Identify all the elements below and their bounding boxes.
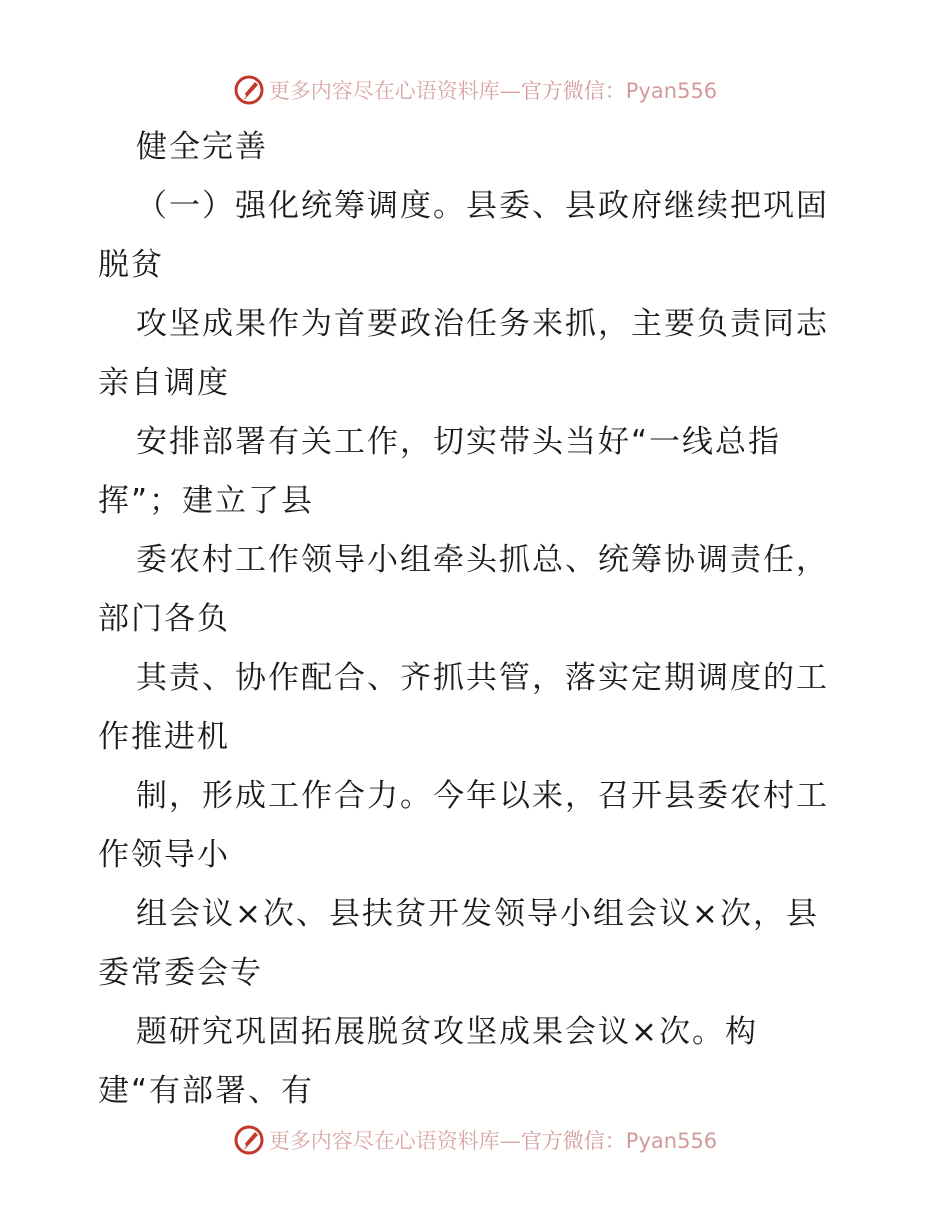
footer-site-text: 更多内容尽在心语资料库— [268, 1129, 521, 1153]
pen-logo-icon [233, 1124, 265, 1156]
text-line: 建“有部署、有 [98, 1073, 315, 1109]
text-line: 委常委会专 [98, 955, 263, 991]
text-line: （一）强化统筹调度。县委、县政府继续把巩固 [136, 188, 829, 224]
header-wechat-text: 官方微信：Pyan556 [520, 79, 718, 103]
header-watermark-banner [0, 70, 950, 110]
text-line: 题研究巩固拓展脱贫攻坚成果会议×次。构 [136, 1014, 758, 1050]
text-line: 安排部署有关工作，切实带头当好“一线总指 [136, 424, 782, 460]
footer-wechat-text: 官方微信：Pyan556 [520, 1129, 718, 1153]
text-line: 挥”；建立了县 [98, 483, 315, 519]
document-body [98, 118, 858, 1121]
text-line: 组会议×次、县扶贫开发领导小组会议×次，县 [136, 896, 819, 932]
text-line: 亲自调度 [98, 365, 230, 401]
text-line: 健全完善 [136, 129, 268, 165]
text-line: 制，形成工作合力。今年以来，召开县委农村工 [136, 778, 829, 814]
text-line: 脱贫 [98, 247, 164, 283]
header-site-text: 更多内容尽在心语资料库— [268, 79, 521, 103]
text-line: 委农村工作领导小组牵头抓总、统筹协调责任， [136, 542, 829, 578]
footer-watermark-banner [0, 1120, 950, 1160]
text-line: 其责、协作配合、齐抓共管，落实定期调度的工 [136, 660, 829, 696]
text-line: 部门各负 [98, 601, 230, 637]
text-line: 作领导小 [98, 837, 230, 873]
pen-logo-icon [233, 74, 265, 106]
text-line: 作推进机 [98, 719, 230, 755]
text-line: 攻坚成果作为首要政治任务来抓，主要负责同志 [136, 306, 829, 342]
